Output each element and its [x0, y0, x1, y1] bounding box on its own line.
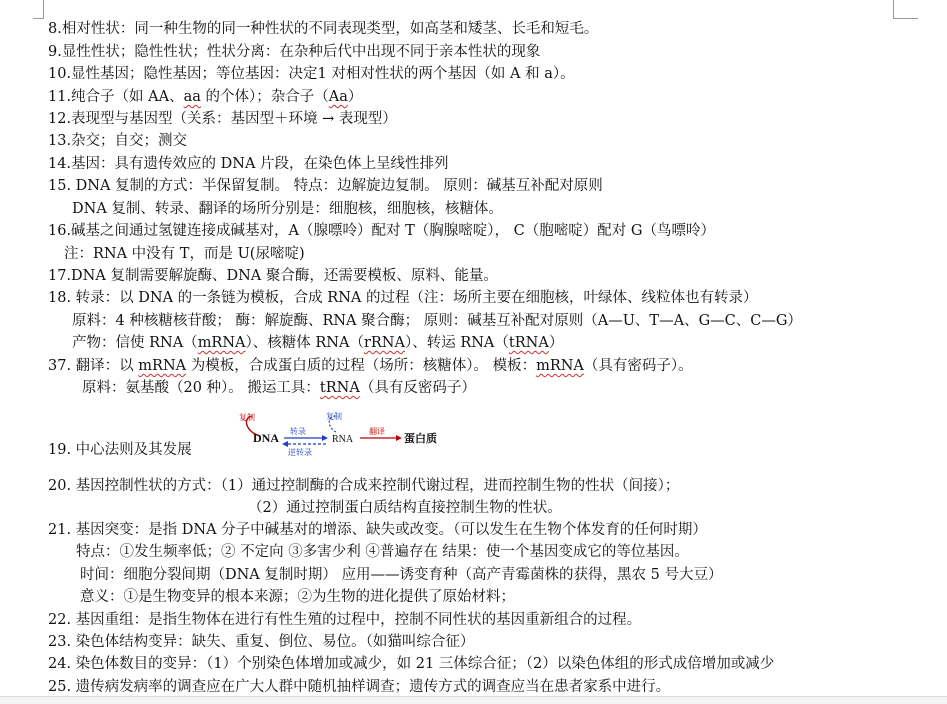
- translation-arrowhead: [396, 435, 402, 441]
- spell-flagged-word: mRNA: [197, 335, 246, 351]
- text-line-37b: [82, 378, 476, 398]
- text-segment: （具有密码子）。: [583, 358, 693, 374]
- text-segment: ）: [347, 89, 363, 105]
- text-segment: ）、转运 RNA（: [404, 335, 509, 351]
- text-line-18b: 原料：4 种核糖核苷酸； 酶：解旋酶、RNA 聚合酶； 原则：碱基互补配对原则（A—U、T—A、G—C、C—G）: [72, 313, 802, 329]
- transcription-label: 转录: [290, 427, 306, 436]
- dna-replication-label-1: 复制: [239, 413, 255, 422]
- text-line-19: 19. 中心法则及其发展: [48, 442, 192, 458]
- spell-flagged-word: mRNA: [138, 358, 187, 374]
- spell-flagged-word: mRNA: [536, 358, 584, 374]
- text-line-18c: [72, 333, 563, 353]
- text-line-20: 20. 基因控制性状的方式：（1）通过控制酶的合成来控制代谢过程，进而控制生物的性状（间接）；: [48, 478, 680, 494]
- text-line-21c: 时间：细胞分裂间期（DNA 复制时期） 应用——诱变育种（高产青霉菌株的获得，黑农 5 号大豆）: [80, 567, 723, 583]
- spell-flagged-word: aa: [183, 89, 201, 105]
- text-line-11: [48, 87, 362, 107]
- text-segment: 11.纯合子（如 AA、: [48, 89, 184, 105]
- rna-replication-label: 复制: [326, 412, 342, 421]
- text-line-16b: 注：RNA 中没有 T，而是 U(尿嘧啶): [64, 246, 305, 262]
- reverse-arrowhead: [282, 441, 288, 447]
- text-line-16: 16.碱基之间通过氢键连接成碱基对，A（腺嘌呤）配对 T（胸腺嘧啶）， C（胞嘧啶）配对 G（鸟嘌呤）: [48, 223, 715, 239]
- crop-mark-top-left: [33, 0, 44, 19]
- text-segment: （具有反密码子）: [359, 380, 476, 396]
- text-line-22: 22. 基因重组：是指生物体在进行有性生殖的过程中，控制不同性状的基因重新组合的过程。: [48, 612, 642, 628]
- text-line-15: 15. DNA 复制的方式：半保留复制。 特点：边解旋边复制。 原则：碱基互补配对原则: [48, 178, 603, 194]
- spell-flagged-word: Aa: [328, 89, 348, 105]
- text-line-25: 25. 遗传病发病率的调查应在广大人群中随机抽样调查；遗传方式的调查应当在患者家系中进行。: [48, 679, 671, 695]
- rna-node: RNA: [332, 434, 354, 445]
- text-line-14: 14.基因：具有遗传效应的 DNA 片段，在染色体上呈线性排列: [48, 156, 449, 172]
- text-segment: ）、核糖体 RNA（: [245, 335, 364, 351]
- spell-flagged-word: tRNA: [508, 335, 549, 351]
- translation-label: 翻译: [369, 427, 385, 436]
- text-segment: 原料：氨基酸（20 种）。 搬运工具：: [82, 380, 320, 396]
- text-line-13: 13.杂交；自交；测交: [48, 133, 188, 149]
- text-segment: 37. 翻译：以: [48, 358, 139, 374]
- text-line-8: 8.相对性状：同一种生物的同一种性状的不同表现类型，如高茎和矮茎、长毛和短毛。: [48, 21, 599, 37]
- text-line-21: 21. 基因突变：是指 DNA 分子中碱基对的增添、缺失或改变。（可以发生在生物个体发育的任何时期）: [48, 522, 707, 538]
- spell-flagged-word: tRNA: [319, 380, 360, 396]
- transcription-arrowhead: [322, 435, 328, 441]
- text-line-12: 12.表现型与基因型（关系：基因型＋环境 → 表现型）: [48, 111, 397, 127]
- text-line-9: 9.显性性状；隐性性状；性状分离：在杂种后代中出现不同于亲本性状的现象: [48, 44, 541, 60]
- spell-flagged-word: rRNA: [363, 335, 405, 351]
- text-line-23: 23. 染色体结构变异：缺失、重复、倒位、易位。（如猫叫综合征）: [48, 634, 475, 650]
- text-line-20b: （2）通过控制蛋白质结构直接控制生物的性状。: [248, 500, 562, 516]
- text-segment: ）: [548, 335, 564, 351]
- text-line-10: 10.显性基因；隐性基因；等位基因：决定1 对相对性状的两个基因（如 A 和 a）。: [48, 66, 575, 82]
- central-dogma-diagram: [236, 410, 456, 460]
- dna-node: DNA: [253, 431, 279, 445]
- text-line-21d: 意义：①是生物变异的根本来源；②为生物的进化提供了原始材料；: [80, 589, 515, 605]
- text-line-24: 24. 染色体数目的变异：（1）个别染色体增加或减少，如 21 三体综合征；（2）以染色体组的形式成倍增加或减少: [48, 656, 775, 672]
- text-line-37: [48, 356, 693, 376]
- reverse-transcription-label: 逆转录: [288, 448, 312, 457]
- text-line-21b: 特点：①发生频率低；② 不定向 ③多害少利 ④普遍存在 结果：使一个基因变成它的等位基因。: [76, 544, 689, 560]
- text-line-17: 17.DNA 复制需要解旋酶、DNA 聚合酶，还需要模板、原料、能量。: [48, 268, 498, 284]
- protein-node: 蛋白质: [404, 433, 437, 445]
- text-line-18: 18. 转录：以 DNA 的一条链为模板，合成 RNA 的过程（注：场所主要在细胞核，叶绿体、线粒体也有转录）: [48, 290, 758, 306]
- crop-mark-top-right: [893, 0, 918, 19]
- text-segment: 为模板，合成蛋白质的过程（场所：核糖体）。 模板：: [186, 358, 537, 374]
- text-line-15b: DNA 复制、转录、翻译的场所分别是：细胞核，细胞核，核糖体。: [72, 201, 503, 217]
- text-segment: 产物：信使 RNA（: [72, 335, 198, 351]
- text-segment: 的个体）；杂合子（: [200, 89, 329, 105]
